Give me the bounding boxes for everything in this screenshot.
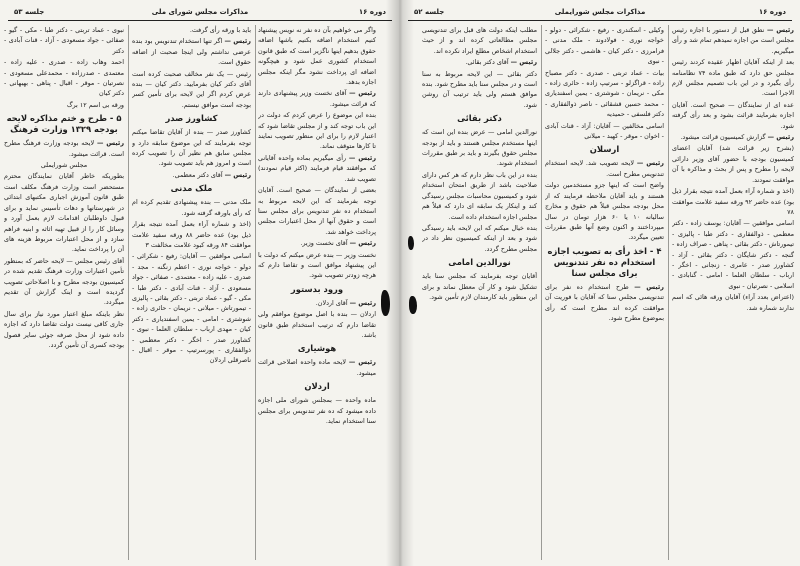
speech-text: آقای دکتر معظمی.	[172, 170, 223, 179]
text-column-3	[422, 25, 537, 560]
speaker-name: رئیس —	[767, 133, 794, 142]
section-heading: ارسلان	[589, 144, 620, 155]
column-divider	[128, 25, 129, 560]
speaker-paragraph	[258, 153, 376, 184]
volume-number: دوره ۱۶	[358, 8, 386, 16]
body-paragraph: نظر باینکه مبلغ اعتبار مورد نیاز برای سال جاری کافی نیست دولت تقاضا دارد که اجازه داده شود از محل صرفه جوئی سایر فصول بودجه کسری آن تأمین گردد.	[4, 309, 124, 349]
section-heading: ورود بدستور	[290, 283, 344, 294]
column-divider	[541, 25, 542, 560]
body-paragraph: (اخذ و شماره آراء بعمل آمده نتیجه بقرار ذیل بود) عده حاضر ۹۲ ورقه سفید علامت موافقت ۷۸	[672, 187, 794, 216]
speaker-paragraph	[545, 282, 664, 324]
column-divider	[255, 25, 256, 560]
text-column-2	[545, 25, 664, 560]
section-heading: کشاورز صدر	[165, 113, 218, 124]
speaker-paragraph	[545, 158, 664, 179]
body-paragraph: اسامی موافقین — آقایان: رفیع - شکرائی - دولو - خواجه نوری - اعظم زنگنه - مجد - صدری - علیه زاده - معتمدی - صفائی - جواد مسعودی - آزاد - قنات آبادی - دکتر طبا - مکی - گیو - عماد تربتی - دکتر بقائی - پالیزی - تیمورتاش - میلانی - نریمان - حائری زاده - شوشتری - امامی - یمین اسفندیاری - دکتر کیان - مهدی ارباب - سلطان العلما - نبوی - کشاورز صدر - اخگر - دکتر معظمی - ذوالفقاری - پورسرتیپ - موقر - اقبال - ناصرقلی اردلان	[132, 252, 251, 365]
speaker-name: رئیس —	[634, 282, 664, 291]
speaker-name: رئیس —	[636, 159, 664, 168]
body-paragraph: دکتر بقائی — این لایحه مربوط به سنا است و در مجلس سنا باید مطرح شود. بنده موافق هستم ولی باید ترتیب آن روشن شود.	[422, 69, 537, 109]
body-paragraph: بطوریکه خاطر آقایان نمایندگان محترم مستحضر است وزارت فرهنگ مکلف است طبق قانون آموزش اجباری مکتبهای ابتدائی در شهرستانها و دهات تأسیس نماید و برای قبول داوطلبان اقدامات لازم بعمل آورد و وسائل کار را از قبیل تهیه اثاثه و ابنیه فراهم سازد و از محل اعتبارات مربوط هزینه های آن را پرداخت نماید.	[4, 172, 124, 254]
speaker-paragraph	[672, 25, 794, 56]
body-paragraph: کشاورز صدر — بنده از آقایان تقاضا میکنم توجه بفرمایند که این موضوع سابقه دارد و مجلس سابق هم نظیر آن را تصویب کرده است و امروز هم باید تصویب شود.	[132, 128, 251, 168]
text-column-1	[672, 25, 794, 560]
body-paragraph: آقایان توجه بفرمایند که مجلس سنا باید تشکیل شود و کار آن معطل نماند و برای این منظور باید کارمندان لازم تأمین شود.	[422, 272, 537, 301]
body-paragraph: مجلس شورایملی	[40, 161, 88, 170]
speech-text: آقای اردلان.	[315, 298, 348, 307]
speaker-paragraph	[422, 57, 537, 67]
body-paragraph: مطلب اینکه دولت های قبل برای تندنویسی مجلس مطالعاتی کرده اند و از حیث استخدام اشخاص مطلع ایراد نکرده اند.	[422, 26, 537, 55]
book-spine-shadow	[386, 0, 414, 566]
speaker-name: رئیس —	[510, 58, 537, 67]
body-paragraph: وکیلی - اسکندری - رفیع - شکرائی - دولو - خواجه نوری - فولادوند - ملک مدنی - فرامرزی - دکتر کیان - هاشمی - دکتر جلالی - نبوی	[545, 26, 664, 66]
speaker-name: رئیس —	[349, 89, 376, 98]
section-heading: ۵ - طرح و ختم مذاکره لایحه بودجه ۱۳۲۹ وزارت فرهنگ	[6, 113, 122, 135]
speaker-name: رئیس —	[348, 358, 376, 367]
speech-text: آقای نخست وزیر.	[300, 239, 348, 248]
body-paragraph: ورقه بی اسم ۱۲ برگ	[66, 100, 124, 109]
body-paragraph: بنده این موضوع را عرض کردم که دولت در این باب توجه کند و از مجلس تقاضا شود که اعتبار لازم را برای این منظور تصویب نمایند تا کارها متوقف نماند.	[258, 111, 376, 151]
text-column-2	[132, 25, 251, 560]
section-heading: ۴ - اخذ رأی به تصویب اجازه استخدام ده نفر تندنویس برای مجلس سنا	[547, 245, 662, 278]
body-paragraph: واگر می خواهیم بآن ده نفر نه نویس پیشنهاد کنیم استخدام اضافه بکنیم باشها اضافه حقوق بدهیم اینها ناگزیر است که طبق قانون استخدام کشوری عمل شود و هیچگونه اضافه ای پرداخت نشود مگر اینکه مجلس اجازه بدهد.	[258, 26, 376, 87]
body-paragraph: بنده در این باب نظر دارم که هر کس دارای صلاحیت باشد از طریق امتحان استخدام شود و کمیسیون محاسبات مجلس رسیدگی کند و اینکار یک سابقه ای دارد که قبلاً هم مجلس اجازه استخدام داده است.	[422, 170, 537, 221]
speaker-paragraph	[672, 132, 794, 142]
right-page	[400, 0, 800, 566]
speaker-paragraph	[4, 138, 124, 159]
ink-blot	[408, 236, 414, 250]
speaker-paragraph	[258, 298, 376, 308]
speaker-paragraph	[132, 36, 251, 67]
speech-text: نطق قبل از دستور با اجازه رئیس مجلس است من اجازه نمیدهم تمام شد و رأی میگیریم.	[672, 26, 794, 55]
ink-blot	[409, 296, 417, 314]
text-column-1	[258, 25, 376, 560]
speaker-name: رئیس —	[96, 139, 124, 148]
speech-text: آقای دکتر بقائی.	[465, 58, 509, 67]
session-number: جلسه ۵۲	[414, 8, 445, 16]
body-paragraph: نورالدین امامی — عرض بنده این است که اینها مستخدم مجلس هستند و باید از بودجه مجلس حقوق بگیرند و باید بر طبق مقررات استخدام شوند.	[422, 128, 537, 168]
header-rule	[8, 20, 392, 21]
body-paragraph: اردلان — بنده با اصل موضوع موافقم ولی تقاضا دارم که ترتیب استخدام طبق قانون باشد.	[258, 310, 376, 339]
speaker-name: رئیس —	[348, 153, 376, 162]
section-heading: اردلان	[304, 381, 330, 392]
body-paragraph: (اعتراض بعدد آراء) آقایان ورقه هائی که اسم ندارند شماره شد.	[672, 293, 794, 312]
speech-text: لایحه بودجه وزارت فرهنگ مطرح است. قرائت میشود.	[4, 139, 124, 158]
body-paragraph: بعد از اینکه آقایان اظهار عقیده کردند رئیس مجلس حق دارد که طبق ماده ۷۴ نظامنامه رأی بگیرد و در این باب تصمیم مجلس لازم الاجرا است.	[672, 58, 794, 98]
speaker-name: رئیس —	[224, 170, 251, 179]
body-paragraph: واضح است که اینها جزو مستخدمین دولت هستند و باید آقایان ملاحظه فرمایند که از محل بودجه مجلس قبلاً هم حقوق و مخارج سالیانه ۱۰ یا ۶۰ هزار تومان در سال میپرداختند و اکنون وضع آنها طبق مقررات تعیین میگردد.	[545, 181, 664, 242]
speaker-name: رئیس —	[767, 26, 794, 34]
speech-text: آقای نخست وزیر پیشنهادی دارند که قرائت میشود.	[258, 89, 376, 108]
speech-text: لایحه ماده واحده اصلاحی قرائت میشود.	[258, 358, 376, 377]
page-header	[410, 6, 790, 20]
body-paragraph: اسامی مخالفین — آقایان: آزاد - قنات آبادی - اخوان - موقر - کهبد - میلانی	[545, 121, 664, 141]
publication-title: مذاکرات مجلس شورایملی	[554, 8, 646, 16]
speaker-paragraph	[258, 88, 376, 109]
ink-blot	[381, 290, 390, 316]
speech-text: طرح استخدام ده نفر برای تندنویسی مجلس سنا که آقایان با فوریت آن موافقت کرده اند مطرح است که رأی بموضوع مطرح شود.	[545, 282, 664, 322]
body-paragraph: نبوی - عماد تربتی - دکتر طبا - مکی - گیو - صفائی - جواد مسعودی - آزاد - قنات آبادی - دکتر	[4, 26, 124, 55]
speech-text: گزارش کمیسیون قرائت میشود.	[680, 133, 766, 142]
body-paragraph: (اخذ و شماره آراء بعمل آمده نتیجه بقرار ذیل بود) عده حاضر ۸۸ ورقه سفید علامت موافقت ۸۴ ورقه کبود علامت مخالفت ۳	[132, 220, 251, 249]
speech-text: لایحه تصویب شد. لایحه استخدام تندنویس مطرح است.	[545, 159, 664, 178]
section-heading: هوشیاری	[297, 343, 337, 354]
body-paragraph: رئیس — یک نفر مخالف صحبت کرده است آقای دکتر کیان بفرمایید. دکتر کیان — بنده عرض کردم اگر این لایحه برای تأمین کسر بودجه است موافق نیستم.	[132, 69, 251, 109]
speech-text: رأی میگیریم بماده واحده آقایانی که موافقند قیام فرمایند (اکثر قیام نمودند) تصویب شد.	[258, 153, 376, 183]
body-paragraph: بعضی از نمایندگان — صحیح است. آقایان توجه بفرمایند که این لایحه مربوط به استخدام ده نفر تندنویس برای مجلس سنا است و حقوق آنها از محل اعتبارات مجلس پرداخت خواهد شد.	[258, 186, 376, 236]
session-number: جلسه ۵۳	[14, 8, 45, 16]
body-paragraph: آقای رئیس مجلس — لایحه حاضر که بمنظور تأمین اعتبارات وزارت فرهنگ تقدیم شده در کمیسیون بودجه مطرح و با اصلاحاتی تصویب گردیده است و اینک گزارش آن تقدیم میگردد.	[4, 256, 124, 307]
body-paragraph: ماده واحده — بمجلس شورای ملی اجازه داده میشود که ده نفر تندنویس برای مجلس سنا استخدام نماید.	[258, 396, 376, 425]
body-paragraph: (بشرح زیر قرائت شد) آقایان اعضای کمیسیون بودجه با حضور آقای وزیر دارائی لایحه را مطرح و پس از بحث و مذاکره با آن موافقت نمودند.	[672, 144, 794, 184]
publication-title: مذاکرات مجلس شورای ملی	[151, 8, 249, 16]
speaker-name: رئیس —	[349, 239, 376, 248]
section-heading: ملک مدنی	[170, 183, 213, 194]
header-rule	[408, 20, 792, 21]
body-paragraph: بنده خیال میکنم که این لایحه باید رسیدگی شود و بعد از اینکه کمیسیون نظر داد در مجلس مطرح گردد.	[422, 223, 537, 253]
speaker-name: رئیس —	[224, 37, 251, 46]
speaker-name: رئیس —	[349, 298, 376, 307]
volume-number: دوره ۱۶	[758, 8, 786, 16]
body-paragraph: ملک مدنی — بنده پیشنهادی تقدیم کرده ام که رأی باورقه گرفته شود.	[132, 198, 251, 217]
page-header	[10, 6, 390, 20]
text-column-3	[4, 25, 124, 560]
column-divider	[668, 25, 669, 560]
speech-text: اگر تنها استخدام تندنویس بود بنده عرضی نداشتم ولی اینجا صحبت از اضافه حقوق است.	[132, 37, 251, 67]
body-paragraph: نخست وزیر — بنده عرض میکنم که دولت با این پیشنهاد موافق است و تقاضا دارم که هرچه زودتر تصویب شود.	[258, 250, 376, 280]
body-paragraph: باید با ورقه رأی گرفت.	[189, 26, 251, 34]
speaker-paragraph	[258, 238, 376, 248]
body-paragraph: بیات - عماد تربتی - صدری - دکتر مصباح زاده - قراگزلو - سرتیپ زاده - حائری زاده - مکی - نریمان - شوشتری - یمین اسفندیاری - محمد حسین قشقائی - ناصر ذوالفقاری - دکتر فلسفی - حمیدیه	[545, 68, 664, 119]
body-paragraph: احمد وهاب زاده - صدری - علیه زاده - معتمدی - صدرزاده - محمدعلی مسعودی - نصرتیان - موقر - اقبال - پناهی - بهبهانی - دکتر کیان	[4, 58, 124, 98]
speaker-paragraph	[132, 170, 251, 180]
section-heading: نورالدین امامی	[448, 257, 511, 268]
section-heading: دکتر بقائی	[457, 113, 502, 124]
body-paragraph: اسامی موافقین — آقایان: یوسف زاده - دکتر معظمی - ذوالفقاری - دکتر طبا - پالیزی - تیمورتاش - دکتر بقائی - پناهی - صراف زاده - گنجه - دکتر شایگان - دکتر بقائی - آزاد - کشاورز صدر - عامری - زنجانی - اخگر - ارباب - سلطان العلما - امامی - گنابادی - اسلامی - نصرتیان - نبوی	[672, 219, 794, 290]
body-paragraph: عده ای از نمایندگان — صحیح است. آقایان اجازه بفرمایند قرائت بشود و بعد رأی گرفته شود.	[672, 100, 794, 130]
speaker-paragraph	[258, 357, 376, 378]
